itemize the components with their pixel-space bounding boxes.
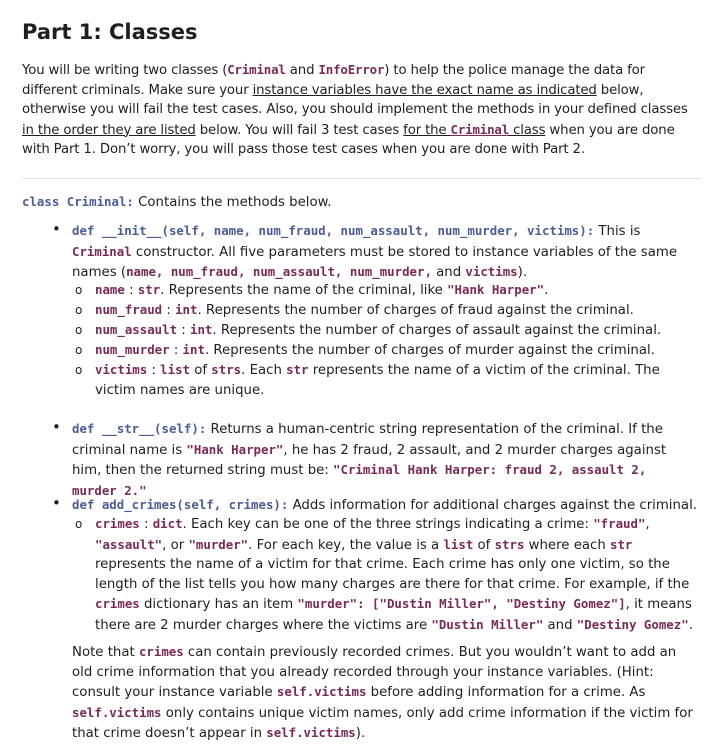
text: dictionary has an item — [139, 597, 298, 612]
code-param: crimes — [138, 644, 184, 659]
code-type: list — [160, 362, 190, 377]
text: , he has 2 fraud, 2 assault, and 2 murder charges against him, then the returned string must be: — [72, 442, 667, 478]
param-num-fraud — [95, 300, 698, 321]
code-type: dict — [152, 516, 183, 531]
code-type: list — [443, 536, 474, 552]
text: represents the name of a victim of the criminal. The victim names are unique. — [95, 363, 660, 398]
intro-text: below, otherwise you will fail the test cases. Also, you should implement the methods in your defined classes — [22, 82, 688, 117]
init-description — [72, 221, 697, 283]
param-victims — [95, 360, 698, 400]
text: : — [162, 303, 176, 318]
circle-bullet-icon: o — [75, 343, 83, 357]
text: . For each key, the value is a — [248, 537, 444, 553]
text: represents the name of a victim for that crime. Each crime has only one victim, so the length of the list tells you how many charges are there for that crime. For example, if the — [95, 557, 690, 592]
intro-text: ) to help the police manage the data for different criminals. Make sure your — [22, 63, 645, 98]
code-param: name — [95, 282, 125, 297]
text: Returns a human-centric string representation of the criminal. If the criminal name is — [72, 422, 663, 458]
text: . Represents the number of charges of fraud against the criminal. — [197, 303, 634, 318]
code-type: int — [175, 302, 198, 317]
code-criminal: Criminal — [72, 243, 132, 259]
code-type: int — [190, 322, 213, 337]
code-add-crimes-signature: def add_crimes(self, crimes): — [72, 497, 289, 512]
circle-bullet-icon: o — [75, 303, 83, 317]
circle-bullet-icon: o — [75, 517, 83, 531]
page-title: Part 1: Classes — [22, 20, 198, 44]
bullet-icon: • — [52, 220, 61, 238]
code-class-def: class Criminal: — [22, 194, 134, 209]
code-victims: victims — [465, 264, 518, 279]
bullet-icon: • — [52, 418, 61, 436]
code-param: num_murder — [95, 342, 170, 357]
param-crimes — [95, 514, 698, 635]
code-example: "murder": ["Dustin Miller", "Destiny Gomez"] — [297, 596, 626, 611]
text: , or — [162, 537, 189, 553]
code-type: strs — [211, 362, 242, 377]
code-criminal: Criminal — [227, 62, 286, 77]
code-criminal: Criminal — [450, 121, 510, 137]
underlined-text: for the — [403, 122, 451, 138]
text: and — [543, 617, 577, 633]
text: : — [177, 323, 190, 338]
text: Adds information for additional charges against the criminal. — [288, 498, 697, 513]
text: : — [124, 283, 138, 298]
text: . — [544, 283, 549, 298]
param-num-assault — [95, 320, 698, 341]
text: can contain previously recorded crimes. But you wouldn’t want to add an old crime information that you already recorded through your instance variables. (Hint: consult your instance variable — [72, 645, 677, 700]
code-init-signature: def __init__(self, name, num_fraud, num_assault, num_murder, victims): — [72, 223, 595, 238]
intro-text: You will be writing two classes ( — [22, 63, 228, 78]
section-divider — [22, 178, 701, 179]
code-type: str — [286, 362, 309, 377]
circle-bullet-icon: o — [75, 283, 83, 297]
code-example: "Hank Harper" — [447, 282, 545, 297]
text: Note that — [72, 645, 139, 660]
code-param: victims — [95, 362, 148, 377]
text: : — [147, 363, 161, 378]
text: of — [190, 363, 212, 378]
text: ). — [355, 726, 366, 741]
code-example: "Hank Harper" — [186, 441, 284, 457]
code-infoerror: InfoError — [318, 62, 385, 77]
code-self-victims: self.victims — [266, 725, 356, 740]
text: : — [139, 517, 153, 532]
class-heading-text: Contains the methods below. — [133, 195, 332, 210]
text: and — [431, 265, 466, 280]
param-num-murder — [95, 340, 698, 361]
str-description — [72, 419, 697, 501]
add-crimes-description — [72, 495, 697, 516]
text: . Each key can be one of the three strings indicating a crime: — [182, 517, 594, 532]
code-self-victims: self.victims — [72, 704, 162, 720]
text: This is — [594, 224, 641, 239]
text: . Represents the number of charges of murder against the criminal. — [204, 343, 655, 358]
bullet-icon: • — [52, 494, 61, 512]
text: . Each — [241, 363, 287, 378]
text: constructor. All five parameters must be stored to instance variables of the same names ( — [72, 244, 678, 280]
code-str-signature: def __str__(self): — [72, 421, 207, 436]
code-param: num_assault — [95, 322, 178, 337]
code-example: "fraud" — [593, 516, 646, 531]
underlined-text: in the order they are listed — [22, 122, 196, 138]
text: . — [688, 617, 693, 633]
intro-paragraph — [22, 60, 694, 160]
text: ). — [517, 265, 528, 280]
code-example: "assault" — [95, 536, 163, 552]
code-type: str — [137, 282, 161, 297]
code-example: "Criminal Hank Harper: fraud 2, assault 2, murder 2." — [72, 462, 647, 498]
code-type: str — [610, 536, 633, 552]
text: of — [473, 537, 495, 553]
code-example: "Destiny Gomez" — [576, 616, 689, 632]
code-param: crimes — [95, 596, 140, 611]
code-type: int — [182, 342, 205, 357]
text: , — [645, 517, 650, 532]
intro-text: when you are done with Part 1. Don’t worry, you will pass those test cases when you are done with Part 2. — [22, 122, 675, 157]
text: , it means there are 2 murder charges where the victims are — [95, 597, 692, 633]
text: . Represents the number of charges of assault against the criminal. — [212, 323, 662, 338]
code-type: strs — [494, 536, 525, 552]
text: : — [169, 343, 183, 358]
text: before adding information for a crime. As — [366, 685, 646, 700]
underlined-text: class — [509, 122, 546, 138]
intro-text: and — [285, 63, 319, 78]
intro-text: below. You will fail 3 test cases — [195, 122, 404, 138]
param-name — [95, 280, 698, 301]
code-self-victims: self.victims — [276, 684, 367, 699]
circle-bullet-icon: o — [75, 323, 83, 337]
note-paragraph — [72, 642, 698, 744]
text: where each — [524, 537, 610, 553]
code-example: "murder" — [188, 536, 249, 552]
code-example: "Dustin Miller" — [431, 616, 544, 632]
code-param-names: name, num_fraud, num_assault, num_murder, — [126, 264, 432, 279]
code-param: num_fraud — [95, 302, 163, 317]
class-heading — [22, 192, 694, 213]
circle-bullet-icon: o — [75, 363, 83, 377]
text: . Represents the name of the criminal, like — [160, 283, 448, 298]
underlined-text: instance variables have the exact name as indicated — [252, 82, 597, 98]
text: only contains unique victim names, only add crime information if the victim for that crime doesn’t appear in — [72, 705, 693, 741]
code-param: crimes — [95, 516, 140, 531]
